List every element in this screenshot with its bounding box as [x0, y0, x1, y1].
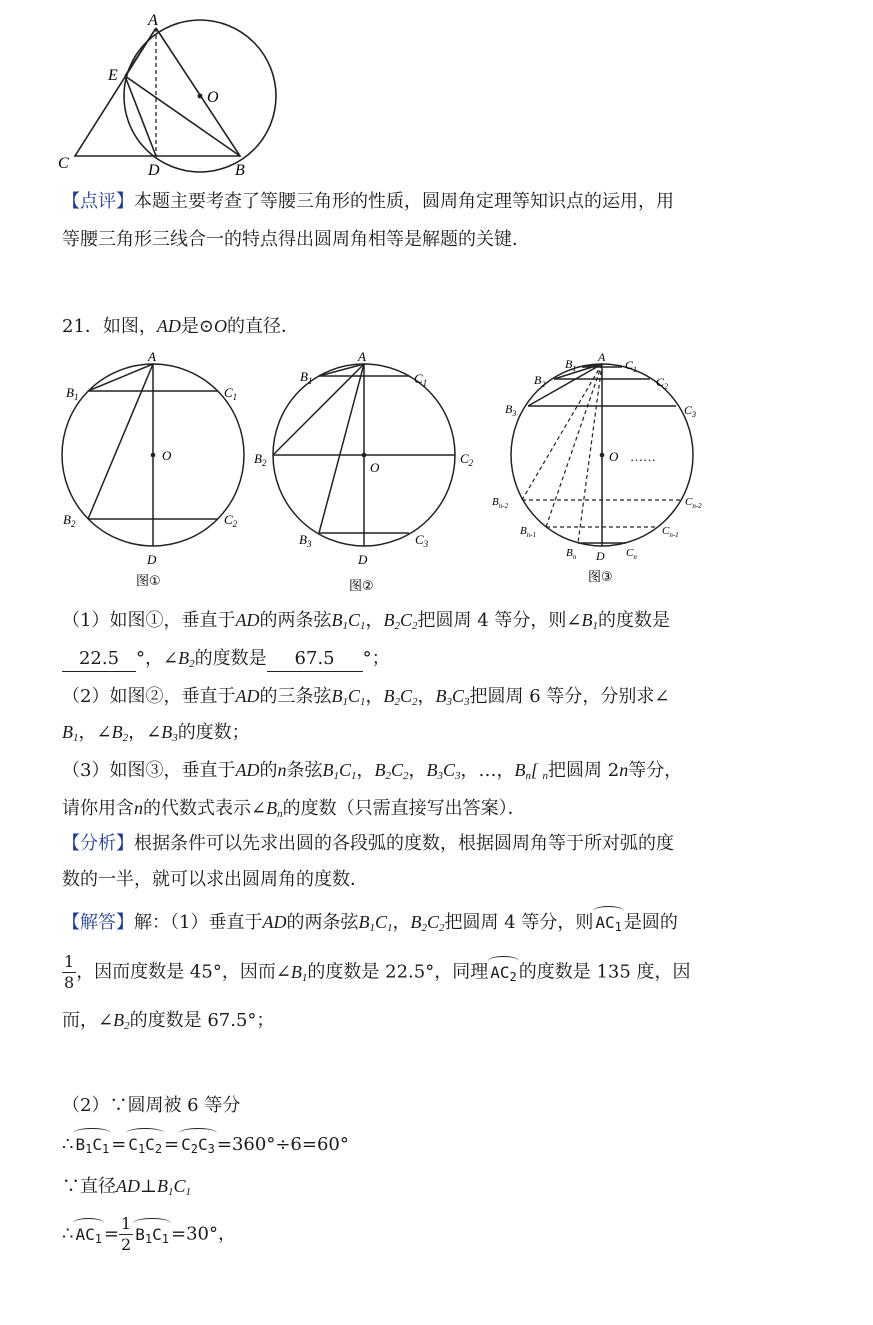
- part1-ad: AD: [235, 610, 260, 630]
- part2-line-1: （2）如图②，垂直于AD的三条弦$B_1C_1$，$B_2C_2$，$B_3C_3$把圆周 6 等分，分别求∠: [62, 686, 670, 708]
- solution-l2c: 的度数是 135 度，因: [518, 961, 691, 983]
- part2-chords: $B_1C_1$: [331, 686, 366, 708]
- fig2-label-d: D: [358, 552, 368, 567]
- part2-t6: 的度数；: [177, 722, 250, 743]
- fig3-label-a: A: [598, 350, 606, 364]
- fig3-label-b3: $B_3$: [505, 402, 517, 418]
- q21-ad: AD: [156, 316, 181, 336]
- arc-b1c1: $B_1C_1$: [73, 1128, 111, 1161]
- part1-t5: 的度数是: [597, 610, 670, 631]
- part3-n3: n: [134, 798, 143, 818]
- solution-l1d: 是圆的: [623, 912, 678, 933]
- part3-n2: n: [619, 760, 629, 780]
- fig1-label-c2: $C_2$: [224, 512, 238, 529]
- part1-t2: 的两条弦: [259, 610, 332, 631]
- part2-b1: $B_1$: [62, 722, 79, 744]
- fig1-label-o: O: [162, 448, 172, 463]
- analysis-tag: 【分析】: [62, 833, 134, 854]
- part3-n: n: [277, 760, 287, 780]
- solution-b2: $B_2$: [113, 1010, 130, 1032]
- fig2-label-c1: $C_1$: [414, 371, 428, 388]
- part1-answer-2: 67.5: [267, 647, 363, 672]
- therefore-2: ∴: [62, 1223, 74, 1245]
- fig1-center-dot: [151, 453, 156, 458]
- solution-l1b: 的两条弦: [286, 912, 359, 933]
- part1-t6: 的度数是: [194, 648, 267, 669]
- perp-symbol: ⊥: [140, 1176, 157, 1197]
- because-ad: AD: [116, 1176, 140, 1196]
- review-line-1: [62, 190, 674, 214]
- fig2-seg-ab3: [319, 364, 364, 533]
- part2-ad: AD: [235, 686, 260, 706]
- segment-eb: [125, 76, 240, 156]
- q21-o: O: [214, 316, 227, 336]
- label-a: A: [148, 12, 158, 29]
- because-text: ∵直径: [62, 1176, 116, 1197]
- fig3-label-cn: $C_n$: [626, 547, 637, 561]
- part3-chords: $B_1C_1$: [322, 760, 357, 782]
- part3-bn: $B_n$: [266, 798, 283, 820]
- solution-because: [62, 1174, 191, 1204]
- fig3-label-c1: $C_1$: [625, 358, 638, 374]
- part2-t5: ，∠: [128, 722, 162, 743]
- review-text-2: 等腰三角形三线合一的特点得出圆周角相等是解题的关键．: [62, 229, 530, 250]
- fig1-label-c1: $C_1$: [224, 385, 238, 402]
- solution-l2a: ，因而度数是 45°，因而∠: [76, 961, 291, 983]
- fig3-center-dot: [600, 453, 605, 458]
- part1-line-2: [62, 646, 390, 676]
- solution-line-1: 【解答】解：（1）垂直于AD的两条弦$B_1C_1$，$B_2C_2$把圆周 4 等分，则 $AC_1$ 是圆的: [62, 906, 678, 940]
- figure-1: [58, 350, 258, 595]
- solution-l2b: 的度数是 22.5°，同理: [307, 961, 489, 983]
- part1-t4: 把圆周 4 等分，则∠: [417, 610, 582, 631]
- arc-ac1-2: $AC_1$: [73, 1218, 104, 1251]
- part3-line2c: 的度数（只需直接写出答案）．: [282, 798, 526, 819]
- solution-l3a: 而，∠: [62, 1010, 114, 1031]
- part2-line-2: [62, 720, 250, 750]
- arc-ac2: $AC_2$: [488, 956, 519, 989]
- part1-answer-1: 22.5: [62, 647, 136, 672]
- frac-den: 8: [64, 973, 75, 992]
- fig1-label-b1: $B_1$: [66, 385, 79, 402]
- part3-t4: ，…，: [460, 760, 515, 781]
- fig2-label-c3: $C_3$: [415, 532, 429, 549]
- fraction-one-eighth: [62, 952, 76, 993]
- part2-b3c3: $B_3C_3$: [435, 686, 470, 708]
- fig3-label-b1: $B_1$: [565, 357, 577, 373]
- part1-b1: $B_1$: [581, 610, 598, 632]
- fraction-one-half: [119, 1214, 133, 1255]
- fig1-caption: 图①: [136, 574, 161, 589]
- half-num: 1: [121, 1214, 132, 1233]
- part3-t5: 把圆周 2: [548, 760, 620, 781]
- analysis-line-2: [62, 868, 368, 892]
- solution-part2-title: [62, 1094, 240, 1118]
- part2-t2: 的三条弦: [259, 686, 332, 707]
- segment-ea: [125, 28, 156, 76]
- label-b: B: [235, 162, 245, 179]
- fig3-label-cn2: $C_{n-2}$: [685, 496, 702, 510]
- part3-line2b: 的代数式表示∠: [143, 798, 267, 819]
- analysis-text-2: 数的一半，就可以求出圆周角的度数．: [62, 869, 368, 890]
- eq2-tail: =30°，: [170, 1223, 236, 1245]
- fig3-label-o: O: [609, 449, 619, 464]
- figure-3: [490, 350, 730, 590]
- fig3-label-bn1: $B_{n-1}$: [520, 525, 537, 539]
- fig3-dots: ……: [630, 449, 656, 464]
- fig3-caption: 图③: [588, 570, 613, 585]
- part1-deg1: °，∠: [136, 648, 179, 669]
- part3-line2a: 请你用含: [62, 798, 134, 819]
- fig2-label-b1: $B_1$: [300, 369, 313, 386]
- analysis-line-1: [62, 832, 674, 856]
- fig3-label-b2: $B_2$: [534, 373, 546, 389]
- arc-ac1: $AC_1$: [593, 906, 624, 939]
- part1-b2: $B_2$: [178, 648, 195, 670]
- arc-c2c3: $C_2C_3$: [179, 1128, 217, 1161]
- label-e: E: [108, 67, 118, 84]
- fig2-center-dot: [362, 453, 367, 458]
- label-d: D: [148, 162, 160, 179]
- fig2-caption: 图②: [349, 579, 374, 594]
- figure-2: [254, 350, 484, 595]
- fig3-label-c2: $C_2$: [656, 375, 669, 391]
- arc-c1c2: $C_1C_2$: [126, 1128, 164, 1161]
- part3-t6: 等分，: [628, 760, 683, 781]
- part3-t2: 的: [259, 760, 278, 781]
- review-line-2: [62, 228, 530, 252]
- part1-b1c1: $B_1C_1$: [331, 610, 366, 632]
- fig3-seg-abn: [578, 364, 602, 543]
- top-geometry-figure: [50, 8, 290, 183]
- because-b1c1: $B_1C_1$: [156, 1176, 191, 1198]
- fig2-label-a: A: [358, 350, 366, 364]
- fig3-label-c3: $C_3$: [684, 403, 697, 419]
- part1-line-1: [62, 608, 670, 638]
- part3-line-2: [62, 796, 526, 826]
- solution-b1c1: $B_1C_1$: [358, 912, 393, 934]
- fig3-label-d: D: [596, 549, 605, 563]
- solution-b1: $B_1$: [290, 961, 308, 984]
- part2-b2c2: $B_2C_2$: [383, 686, 418, 708]
- q21-stem: [62, 314, 299, 339]
- q21-prefix: 21．如图，: [62, 316, 157, 337]
- part2-t1: （2）如图②，垂直于: [62, 686, 236, 707]
- fig1-label-d: D: [147, 552, 157, 567]
- solution-l3b: 的度数是 67.5°；: [129, 1010, 275, 1031]
- therefore-1: ∴: [62, 1134, 74, 1155]
- review-tag: 【点评】: [62, 191, 134, 212]
- solution-line-2: [62, 952, 691, 993]
- part1-deg2: °；: [362, 648, 390, 669]
- solution-tag: 【解答】: [62, 912, 134, 933]
- part1-t1: （1）如图①，垂直于: [62, 610, 236, 631]
- fig2-seg-ab2: [273, 364, 364, 455]
- part1-t3: ，: [365, 610, 384, 631]
- q21-end: 的直径．: [227, 316, 299, 337]
- label-c: C: [58, 155, 69, 172]
- q21-suffix: 是⊙: [180, 316, 214, 337]
- fig2-label-b3: $B_3$: [299, 532, 312, 549]
- solution-l1a: 解：（1）垂直于: [134, 912, 263, 933]
- fig1-label-a: A: [148, 350, 156, 364]
- part3-line-1: （3）如图③，垂直于AD的n条弦$B_1C_1$，$B_2C_2$，$B_3C_3$，…，$B_n$[ $_n$把圆周 2n等分，: [62, 760, 683, 782]
- solution-eq-1: ∴ $B_1C_1 = C_1C_2 = C_2C_3 =360^\circ\div 6=60^\circ$: [62, 1128, 349, 1161]
- solution-b2c2: $B_2C_2$: [410, 912, 445, 934]
- center-dot: [198, 94, 203, 99]
- part3-b3c3: $B_3C_3$: [426, 760, 461, 782]
- solution-line-3: [62, 1008, 274, 1038]
- fig2-label-o: O: [370, 460, 380, 475]
- review-text-1: 本题主要考查了等腰三角形的性质，圆周角定理等知识点的运用，用: [134, 191, 674, 212]
- solution-l1c: 把圆周 4 等分，则: [444, 912, 594, 933]
- solution-p2-title: （2）∵圆周被 6 等分: [62, 1095, 241, 1116]
- part3-t1: （3）如图③，垂直于: [62, 760, 236, 781]
- part3-bncn: $B_n$[ $_n$: [514, 760, 549, 782]
- solution-eq-2: ∴ $AC_1$ = $\frac{1}{2}$ $B_1C_1 =30^\circ$，: [62, 1214, 236, 1254]
- solution-ad: AD: [262, 912, 287, 932]
- frac-num: 1: [64, 952, 75, 971]
- part2-b2: $B_2$: [111, 722, 129, 744]
- part2-t4: ，∠: [78, 722, 112, 743]
- label-o: O: [207, 89, 219, 106]
- part2-b3: $B_3$: [161, 722, 178, 744]
- part2-t3: 把圆周 6 等分，分别求∠: [469, 686, 670, 707]
- part3-b2c2: $B_2C_2$: [374, 760, 409, 782]
- fig3-label-bn: $B_n$: [566, 547, 577, 561]
- arc-b1c1-2: $B_1C_1$: [133, 1218, 171, 1251]
- analysis-text-1: 根据条件可以先求出圆的各段弧的度数，根据圆周角等于所对弧的度: [134, 833, 674, 854]
- half-den: 2: [121, 1235, 132, 1254]
- eq1-tail: =360°÷6=60°: [216, 1134, 349, 1155]
- fig2-label-b2: $B_2$: [254, 451, 267, 468]
- part1-b2c2: $B_2C_2$: [383, 610, 418, 632]
- fig2-label-c2: $C_2$: [460, 451, 474, 468]
- part3-t3: 条弦: [286, 760, 323, 781]
- fig3-label-bn2: $B_{n-2}$: [492, 496, 509, 510]
- part3-ad: AD: [235, 760, 260, 780]
- fig3-label-cn1: $C_{n-1}$: [662, 525, 679, 539]
- fig1-label-b2: $B_2$: [63, 512, 76, 529]
